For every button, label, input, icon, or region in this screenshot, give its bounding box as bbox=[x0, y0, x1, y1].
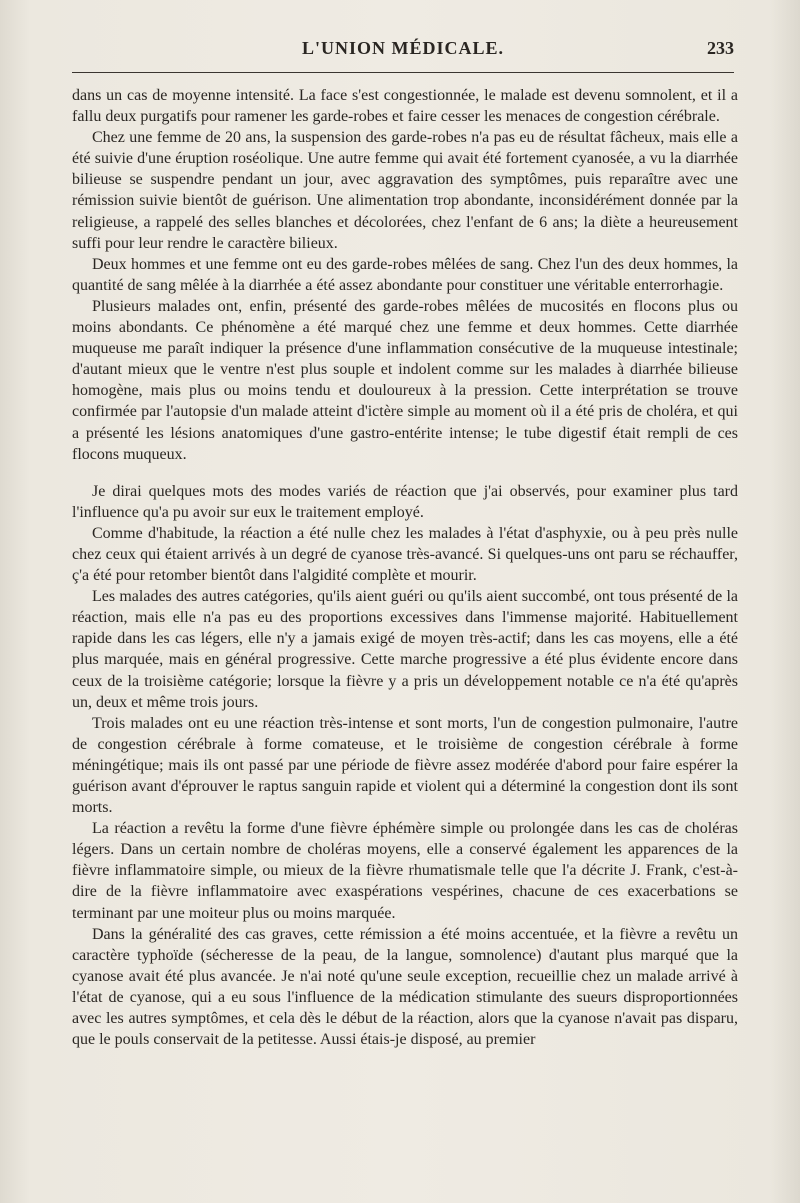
paragraph: La réaction a revêtu la forme d'une fièvre éphémère simple ou prolongée dans les cas de choléras légers. Dans un certain nombre de choléras moyens, elle a conservé également les apparences de la fièvre inflammatoire simple, ou mieux de la fièvre rhumatismale telle que l'a décrite J. Frank, c'est-à-dire de la fièvre inflammatoire avec exaspérations vespérines, chacune de ces exacerbations se terminant par une moiteur plus ou moins marquée. bbox=[72, 820, 738, 922]
header-rule bbox=[72, 72, 734, 73]
page-header bbox=[72, 38, 734, 68]
running-title: L'UNION MÉDICALE. bbox=[301, 38, 505, 58]
paragraph: Je dirai quelques mots des modes variés de réaction que j'ai observés, pour examiner plus tard l'influence qu'a pu avoir sur eux le traitement employé. bbox=[72, 482, 738, 521]
paragraph: Trois malades ont eu une réaction très-intense et sont morts, l'un de congestion pulmonaire, l'autre de congestion cérébrale à forme comateuse, et le troisième de congestion cérébrale à forme méningétique; mais ils ont passé par une période de fièvre assez modérée d'abord pour faire espérer la guérison avant d'éprouver le raptus sanguin rapide et violent qui a déterminé la congestion dont ils sont morts. bbox=[72, 714, 738, 817]
paragraph: Comme d'habitude, la réaction a été nulle chez les malades à l'état d'asphyxie, ou à peu près nulle chez ceux qui étaient arrivés à un degré de cyanose très-avancé. Si quelques-uns ont paru se réchauffer, ç'a été pour retomber bientôt dans l'algidité complète et mourir. bbox=[72, 524, 738, 585]
paragraph: dans un cas de moyenne intensité. La face s'est congestionnée, le malade est devenu somnolent, et il a fallu deux purgatifs pour ramener les garde-robes et faire cesser les menaces de congestion cérébrale. bbox=[72, 87, 738, 126]
paragraph: Deux hommes et une femme ont eu des garde-robes mêlées de sang. Chez l'un des deux hommes, la quantité de sang mêlée à la diarrhée a été assez abondante pour constituer une véritable enterrorhagie. bbox=[72, 255, 738, 294]
paragraph: Chez une femme de 20 ans, la suspension des garde-robes n'a pas eu de résultat fâcheux, mais elle a été suivie d'une éruption roséolique. Une autre femme qui avait été fortement cyanosée, a vu la diarrhée bilieuse se suspendre pendant un jour, avec aggravation des symptômes, puis reparaître avec une rémission suivie bientôt de guérison. Une alimentation trop abondante, inconsidérément donnée par la religieuse, a rappelé des selles blanches et décolorées, chez l'enfant de 6 ans; la diète a heureusement suffi pour leur rendre le caractère bilieux. bbox=[72, 129, 738, 252]
paragraph: Plusieurs malades ont, enfin, présenté des garde-robes mêlées de mucosités en flocons plus ou moins abondants. Ce phénomène a été marqué chez une femme et deux hommes. Cette diarrhée muqueuse me paraît indiquer la présence d'une inflammation consécutive de la muqueuse intestinale; d'autant mieux que le ventre n'est plus souple et indolent comme sur les malades à diarrhée bilieuse homogène, mais plus ou moins tendu et douloureux à la pression. Cette interprétation se trouve confirmée par l'autopsie d'un malade atteint d'ictère simple au moment où il a été pris de choléra, et qui a présenté les lésions anatomiques d'une gastro-entérite intense; le tube digestif était rempli de ces flocons muqueux. bbox=[72, 297, 738, 463]
paragraph: Dans la généralité des cas graves, cette rémission a été moins accentuée, et la fièvre a revêtu un caractère typhoïde (sécheresse de la peau, de la langue, somnolence) d'autant plus marqué que la cyanose avait été plus avancée. Je n'ai noté qu'une seule exception, recueillie chez un malade arrivé à l'état de cyanose, qui a eu sous l'influence de la médication stimulante des sueurs disproportionnées avec les autres symptômes, et cela dès le début de la réaction, alors que la cyanose n'avait pas disparu, que le pouls conservait de la petitesse. Aussi étais-je disposé, au premier bbox=[72, 925, 738, 1049]
page-number: 233 bbox=[707, 38, 734, 58]
paragraph: Les malades des autres catégories, qu'ils aient guéri ou qu'ils aient succombé, ont tous présenté de la réaction, mais elle n'a pas eu des proportions excessives dans l'immense majorité. Habituellement rapide dans les cas légers, elle n'y a jamais exigé de moyen très-actif; dans les cas moyens, elle a été plus marquée, mais en général progressive. Cette marche progressive a été plus évidente encore dans ceux de la troisième catégorie; lorsque la fièvre y a pris un développement notable ce n'a été qu'après un, deux et même trois jours. bbox=[72, 588, 738, 711]
body-text bbox=[72, 85, 738, 1050]
